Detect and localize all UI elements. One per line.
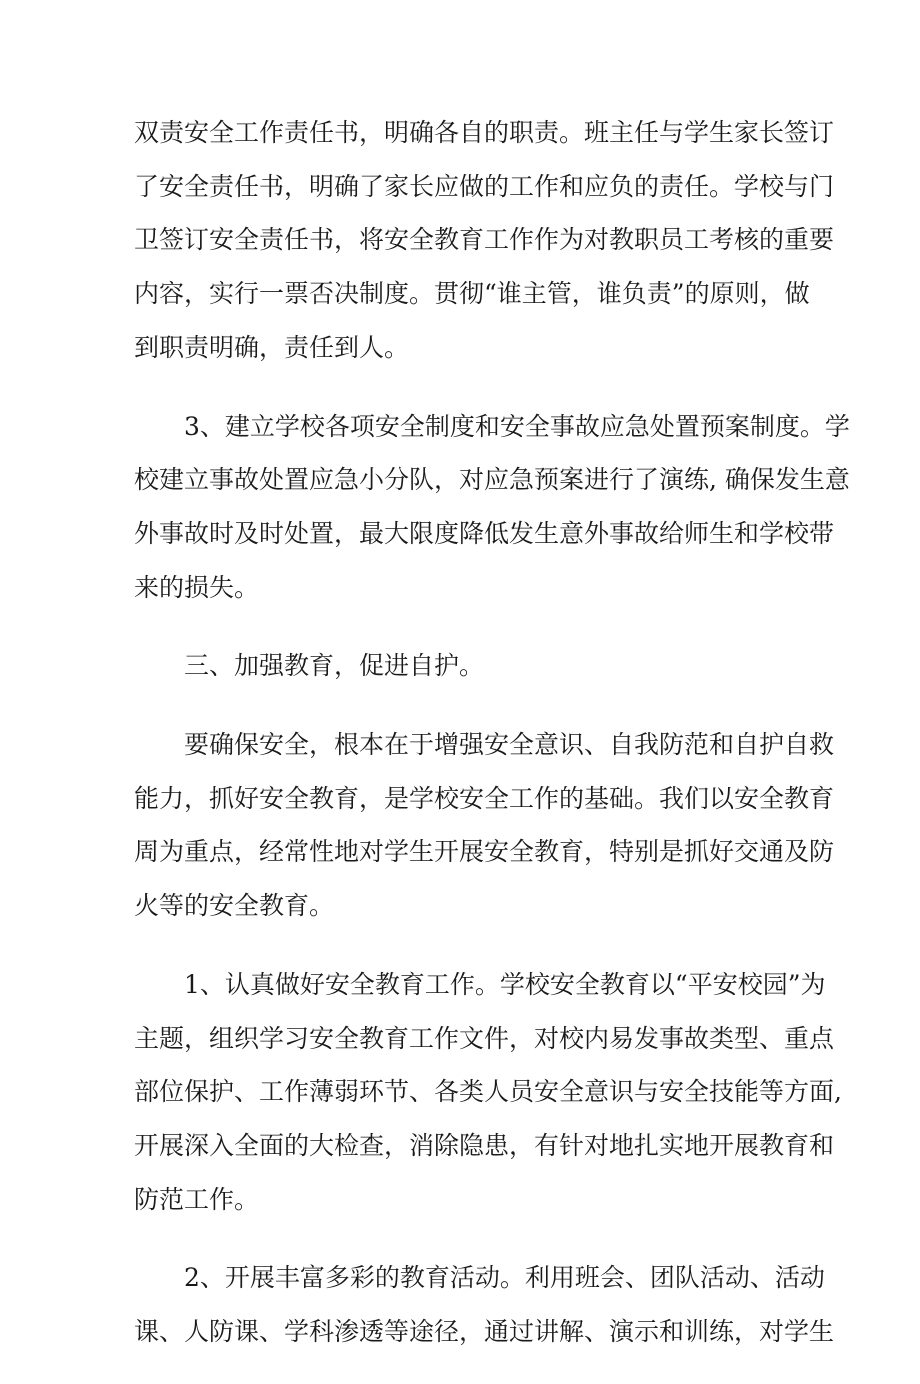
paragraph-4 [134, 958, 842, 1227]
document-body [134, 106, 850, 1384]
paragraph-2 [134, 400, 850, 615]
text-line: 3、建立学校各项安全制度和安全事故应急处置预案制度。学 [184, 411, 850, 441]
text-line: 课、人防课、学科渗透等途径，通过讲解、演示和训练，对学生 [134, 1317, 835, 1347]
text-line: 部位保护、工作薄弱环节、各类人员安全意识与安全技能等方面, [134, 1077, 842, 1107]
text-line: 卫签订安全责任书，将安全教育工作作为对教职员工考核的重要 [134, 225, 835, 255]
text-line: 2、开展丰富多彩的教育活动。利用班会、团队活动、活动 [184, 1263, 825, 1293]
text-line: 来的损失。 [134, 572, 260, 602]
text-line: 周为重点，经常性地对学生开展安全教育，特别是抓好交通及防 [134, 837, 835, 867]
text-line: 外事故时及时处置，最大限度降低发生意外事故给师生和学校带 [134, 518, 835, 548]
paragraph-1 [134, 106, 835, 375]
text-line: 主题，组织学习安全教育工作文件，对校内易发事故类型、重点 [134, 1023, 835, 1053]
text-line: 防范工作。 [134, 1184, 260, 1214]
text-line: 到职责明确，责任到人。 [134, 332, 410, 362]
text-line: 双责安全工作责任书，明确各自的职责。班主任与学生家长签订 [134, 118, 835, 147]
text-line: 了安全责任书，明确了家长应做的工作和应负的责任。学校与门 [134, 171, 835, 201]
text-line: 1、认真做好安全教育工作。学校安全教育以“平安校园”为 [184, 969, 826, 999]
text-line: 内容，实行一票否决制度。贯彻“谁主管，谁负责”的原则，做 [134, 279, 810, 309]
text-line: 要确保安全，根本在于增强安全意识、自我防范和自护自救 [184, 730, 835, 760]
text-line: 火等的安全教育。 [134, 891, 335, 921]
text-line: 校建立事故处置应急小分队，对应急预案进行了演练, 确保发生意 [134, 465, 850, 495]
paragraph-3 [134, 718, 835, 933]
text-line: 三、加强教育，促进自护。 [184, 651, 485, 681]
section-heading [134, 639, 796, 693]
text-line: 能力，抓好安全教育，是学校安全工作的基础。我们以安全教育 [134, 783, 835, 813]
text-line: 开展深入全面的大检查，消除隐患，有针对地扎实地开展教育和 [134, 1130, 835, 1160]
paragraph-5 [134, 1251, 835, 1358]
